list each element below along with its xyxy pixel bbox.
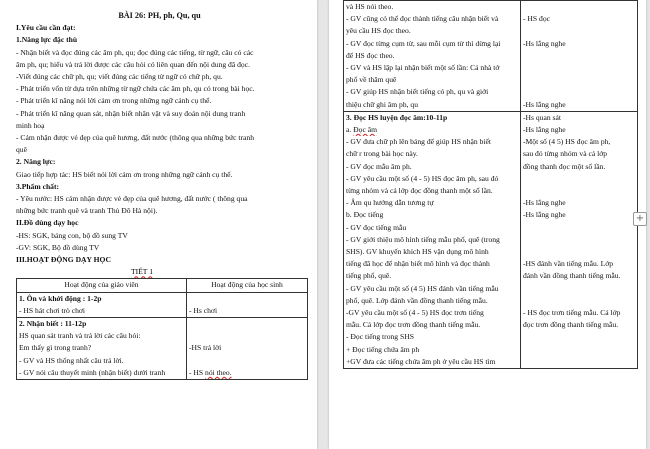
cell-text: -HS trả lời: [189, 343, 222, 353]
table-row: [344, 111, 638, 368]
section-heading: 3.Phẩm chất:: [16, 181, 60, 191]
cell-text: [189, 318, 305, 330]
cell-text: -Hs lắng nghe: [523, 125, 566, 135]
student-activity-cell: [521, 1, 638, 112]
cell-text: [523, 331, 635, 343]
document-page-left: [0, 0, 317, 449]
text-line: minh hoạ: [16, 120, 45, 130]
cell-text: [523, 356, 635, 368]
text-line: những bức tranh quê và tranh Thủ Đô Hà nội).: [16, 206, 158, 216]
cell-text: +GV đưa các tiếng chứa âm ph ở yêu cầu HS tìm: [346, 356, 496, 366]
table-row: [344, 1, 638, 112]
document-page-right: [329, 0, 646, 449]
cell-text: - Hs chơi: [189, 305, 218, 315]
lesson-plan-table: [343, 0, 638, 369]
student-activity-cell: [187, 318, 308, 380]
table-header-row: [17, 279, 308, 292]
section-heading: III.HOẠT ĐỘNG DẠY HỌC: [16, 255, 111, 265]
student-activity-cell: [521, 111, 638, 368]
period-label-text: TIẾT 1: [131, 267, 154, 277]
lesson-plan-table: [16, 278, 308, 380]
cell-text: SHS). GV khuyến khích HS vận dụng mô hình: [346, 247, 489, 257]
cell-text: [189, 355, 305, 367]
cell-text: [523, 344, 635, 356]
text-line: Giao tiếp hợp tác: HS biết nói lời cảm ơn trong những ngữ cảnh cụ thể.: [16, 169, 233, 179]
student-activity-cell: [187, 292, 308, 317]
cell-text: - GV và HS thống nhất câu trả lời.: [19, 355, 124, 365]
column-header: Hoạt động của học sinh: [187, 279, 308, 292]
text-line: -Viết đúng các chữ ph, qu; viết đúng các tiếng từ ngữ có chữ ph, qu.: [16, 72, 223, 82]
cell-text: - GV yêu cầu một số (4 5) HS đánh vần tiếng mẫu: [346, 283, 499, 293]
cell-text: 2. Nhận biết : 11-12p: [19, 319, 87, 329]
cell-text: - HS đọc: [523, 14, 550, 24]
cell-text: [523, 246, 635, 258]
cell-text: HS quan sát tranh và trả lời các câu hỏi:: [19, 331, 141, 341]
text-line: - Phát triển kĩ năng nói lời cảm ơn trong những ngữ cảnh cụ thể.: [16, 96, 212, 106]
cell-text: [523, 62, 635, 74]
cell-text: đọc trơn đồng thanh tiếng mẫu.: [523, 320, 619, 330]
section-heading: 2. Năng lực:: [16, 157, 56, 167]
cell-text: - Âm qu hướng dẫn tương tự: [346, 198, 434, 208]
cell-text: [523, 185, 635, 197]
cell-text: Em thấy gì trong tranh?: [19, 343, 92, 353]
teacher-activity-cell: [344, 1, 521, 112]
cell-text: [523, 173, 635, 185]
cell-text: [523, 25, 635, 37]
cell-text: -HS đánh vần tiếng mẫu. Lớp: [523, 259, 614, 269]
cell-text: phố về thăm quê: [346, 75, 397, 85]
text-line: -HS: SGK, bảng con, bộ đồ sung TV: [16, 230, 128, 240]
cell-text: - GV đọc tiếng mẫu: [346, 222, 407, 232]
cell-text: -Hs lắng nghe: [523, 38, 566, 48]
cell-text: - GV đọc mẫu âm ph.: [346, 161, 412, 171]
cell-text: - GV giúp HS nhận biết tiếng có ph, qu và giới: [346, 87, 489, 97]
cell-text: từng nhóm và cả lớp đọc đồng thanh một số lần.: [346, 186, 493, 196]
cell-text: -Hs quan sát: [523, 112, 561, 122]
cell-text: b. Đọc tiếng: [346, 210, 384, 220]
text-line: - Yêu nước: HS cảm nhận được vẻ đẹp của quê hương, đất nước ( thông qua: [16, 194, 248, 204]
cell-text: [523, 234, 635, 246]
cell-text: [523, 50, 635, 62]
lesson-title: BÀI 26: PH, ph, Qu, qu: [118, 11, 201, 20]
lesson-plan-table-continued: [343, 0, 633, 369]
table-row: [17, 292, 308, 317]
cell-text: - HS đọc trơn tiếng mẫu. Cả lớp: [523, 308, 621, 318]
cell-text: - GV đưa chữ ph lên bảng để giúp HS nhận biết: [346, 137, 491, 147]
cell-text: 3. Đọc HS luyện đọc âm:10-11p: [346, 112, 448, 122]
text-line: - Cảm nhận được vẻ đẹp của quê hương, đất nước (thông qua những bức tranh: [16, 133, 255, 143]
cell-text: -Một số (4 5) HS đọc âm ph,: [523, 137, 611, 147]
cell-text: [523, 295, 635, 307]
cell-text: [523, 74, 635, 86]
cell-text: a. Đọc âm: [346, 125, 377, 135]
period-label: [16, 266, 303, 278]
text-line: - Phát triển kĩ năng quan sát, nhận biết nhân vật và suy đoán nội dung tranh: [16, 108, 246, 118]
cell-text: yêu cầu HS đọc theo.: [346, 26, 411, 36]
cell-text: [523, 283, 635, 295]
text-line: - Nhận biết và đọc đúng các âm ph, qu; đọc đúng các tiếng, từ ngữ, câu có các: [16, 47, 254, 57]
cell-text: - GV yêu cầu một số (4 - 5) HS đọc âm ph, sau đó: [346, 173, 499, 183]
cell-text: và HS nói theo.: [346, 2, 394, 11]
cell-text: để HS đọc theo.: [346, 50, 395, 60]
text-line: - Phát triển vốn từ dựa trên những từ ngữ chứa các âm ph, qu có trong bài học.: [16, 84, 255, 94]
cell-text: [523, 1, 635, 13]
cell-text: - GV giới thiệu mô hình tiếng mẫu phố, quê (trong: [346, 234, 500, 244]
page-content: [16, 10, 303, 380]
cell-text: [189, 293, 305, 305]
cell-text: đánh vần đồng thanh tiếng mẫu.: [523, 271, 621, 281]
cell-text: chữ r trong bài học này.: [346, 149, 418, 159]
teacher-activity-cell: [344, 111, 521, 368]
column-header: Hoạt động của giáo viên: [17, 279, 187, 292]
table-row: [17, 318, 308, 380]
cell-text: - HS nói theo.: [189, 367, 232, 377]
teacher-activity-cell: [17, 292, 187, 317]
text-line: -GV: SGK, Bộ đồ dùng TV: [16, 242, 100, 252]
cell-text: - Đọc tiếng trong SHS: [346, 332, 414, 342]
cell-text: -Hs lắng nghe: [523, 210, 566, 220]
cell-text: [189, 330, 305, 342]
text-line: quê: [16, 145, 27, 155]
cell-text: tiếng đã học để nhận biết mô hình và đọc thành: [346, 259, 490, 269]
add-content-button[interactable]: +: [633, 212, 647, 226]
cell-text: thiệu chữ ghi âm ph, qu: [346, 99, 419, 109]
cell-text: đồng thanh đọc một số lần.: [523, 161, 606, 171]
cell-text: - GV nói câu thuyết minh (nhận biết) dưới tranh: [19, 367, 166, 377]
cell-text: [523, 222, 635, 234]
section-heading: I.Yêu cầu cần đạt:: [16, 23, 76, 33]
cell-text: phố, quê. Lớp đánh vần đồng thanh tiếng mẫu.: [346, 295, 488, 305]
cell-text: -Hs lắng nghe: [523, 198, 566, 208]
cell-text: [523, 86, 635, 98]
cell-text: 1. Ôn và khởi động : 1-2p: [19, 293, 102, 303]
cell-text: - HS hát chơi trò chơi: [19, 305, 86, 315]
cell-text: - GV đọc từng cụm từ, sau mỗi cụm từ thì dừng lại: [346, 38, 501, 48]
section-heading: II.Đồ dùng dạy học: [16, 218, 79, 228]
cell-text: sau đó từng nhóm và cả lớp: [523, 149, 608, 159]
cell-text: + Đọc tiếng chứa âm ph: [346, 344, 420, 354]
section-heading: 1.Năng lực đặc thù: [16, 35, 78, 45]
teacher-activity-cell: [17, 318, 187, 380]
cell-text: -Hs lắng nghe: [523, 99, 566, 109]
text-line: âm ph, qu; hiểu và trả lời được các câu hỏi có liên quan đến nội dung đã đọc.: [16, 59, 250, 69]
cell-text: mẫu. Cả lớp đọc trơn đồng thanh tiếng mẫu.: [346, 320, 481, 330]
cell-text: -GV yêu cầu một số (4 - 5) HS đọc trơn tiếng: [346, 308, 484, 318]
cell-text: tiếng phố, quê.: [346, 271, 392, 281]
spellcheck-mark: nói theo.: [205, 367, 232, 377]
cell-text: - GV và HS lặp lại nhận biết một số lần: Cả nhà tớ: [346, 63, 500, 73]
lesson-objectives: [16, 22, 303, 266]
cell-text: - GV cũng có thể đọc thành tiếng câu nhận biết và: [346, 14, 499, 24]
spellcheck-mark: Đọc âm: [353, 125, 377, 135]
